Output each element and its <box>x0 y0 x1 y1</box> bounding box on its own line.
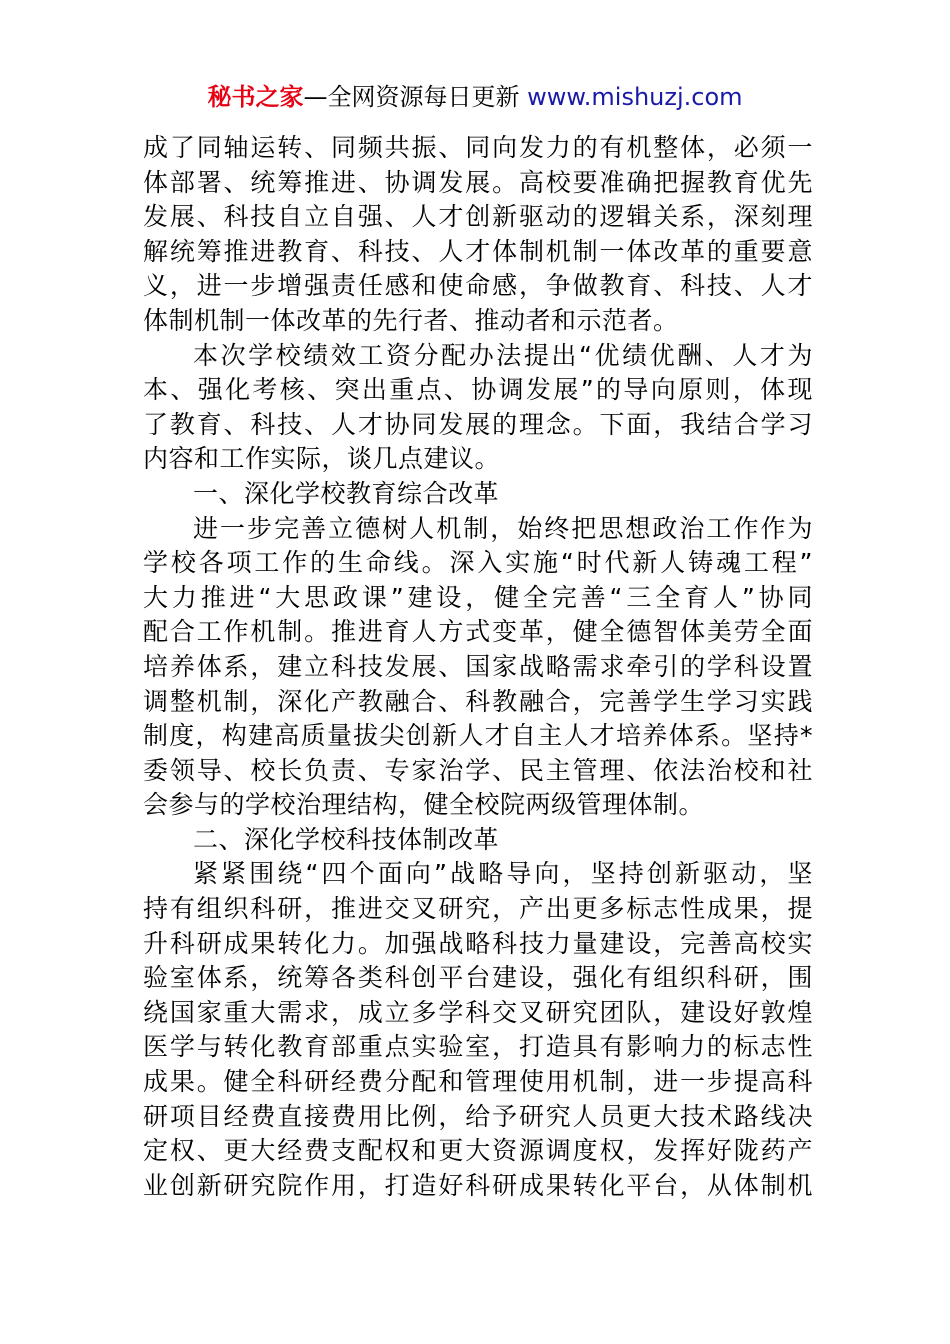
text-line: 解统筹推进教育、科技、人才体制机制一体改革的重要意 <box>143 236 813 266</box>
text-line: 配合工作机制。推进育人方式变革，健全德智体美劳全面 <box>143 617 813 647</box>
brand-name: 秘书之家 <box>207 83 304 111</box>
text-line: 成果。健全科研经费分配和管理使用机制，进一步提高科 <box>143 1067 813 1097</box>
text-line: 会参与的学校治理结构，健全校院两级管理体制。 <box>143 790 705 820</box>
text-line: 大力推进“大思政课”建设，健全完善“三全育人”协同 <box>143 582 813 612</box>
text-line: 升科研成果转化力。加强战略科技力量建设，完善高校实 <box>143 928 813 958</box>
text-line: 体部署、统筹推进、协调发展。高校要准确把握教育优先 <box>143 167 813 197</box>
text-line: 研项目经费直接费用比例，给予研究人员更大技术路线决 <box>143 1101 813 1131</box>
site-url[interactable]: www.mishuzj.com <box>527 83 743 111</box>
text-line: 本、强化考核、突出重点、协调发展”的导向原则，体现 <box>143 375 813 405</box>
text-line: 进一步完善立德树人机制，始终把思想政治工作作为 <box>193 513 813 543</box>
section-heading: 二、深化学校科技体制改革 <box>193 824 500 854</box>
text-line: 定权、更大经费支配权和更大资源调度权，发挥好陇药产 <box>143 1136 813 1166</box>
text-line: 调整机制，深化产教融合、科教融合，完善学生学习实践 <box>143 686 813 716</box>
text-line: 紧紧围绕“四个面向”战略导向，坚持创新驱动，坚 <box>193 859 813 889</box>
header-tagline: —全网资源每日更新 <box>303 83 520 111</box>
text-line: 验室体系，统筹各类科创平台建设，强化有组织科研，围 <box>143 963 813 993</box>
text-line: 业创新研究院作用，打造好科研成果转化平台，从体制机 <box>143 1170 813 1200</box>
text-line: 成了同轴运转、同频共振、同向发力的有机整体，必须一 <box>143 133 813 162</box>
document-body <box>143 131 813 1203</box>
text-line: 义，进一步增强责任感和使命感，争做教育、科技、人才 <box>143 271 813 301</box>
text-line: 医学与转化教育部重点实验室，打造具有影响力的标志性 <box>143 1032 813 1062</box>
text-line: 内容和工作实际，谈几点建议。 <box>143 444 501 474</box>
site-header <box>0 80 950 114</box>
text-line: 发展、科技自立自强、人才创新驱动的逻辑关系，深刻理 <box>143 202 813 232</box>
text-line: 绕国家重大需求，成立多学科交叉研究团队，建设好敦煌 <box>143 997 813 1027</box>
text-line: 制度，构建高质量拔尖创新人才自主人才培养体系。坚持* <box>143 721 813 751</box>
text-line: 体制机制一体改革的先行者、推动者和示范者。 <box>143 305 679 335</box>
text-line: 学校各项工作的生命线。深入实施“时代新人铸魂工程” <box>143 548 813 578</box>
section-heading: 一、深化学校教育综合改革 <box>193 478 500 508</box>
text-line: 了教育、科技、人才协同发展的理念。下面，我结合学习 <box>143 409 813 439</box>
text-line: 持有组织科研，推进交叉研究，产出更多标志性成果，提 <box>143 894 813 924</box>
text-line: 培养体系，建立科技发展、国家战略需求牵引的学科设置 <box>143 651 813 681</box>
text-line: 本次学校绩效工资分配办法提出“优绩优酬、人才为 <box>193 340 813 370</box>
text-line: 委领导、校长负责、专家治学、民主管理、依法治校和社 <box>143 755 813 785</box>
